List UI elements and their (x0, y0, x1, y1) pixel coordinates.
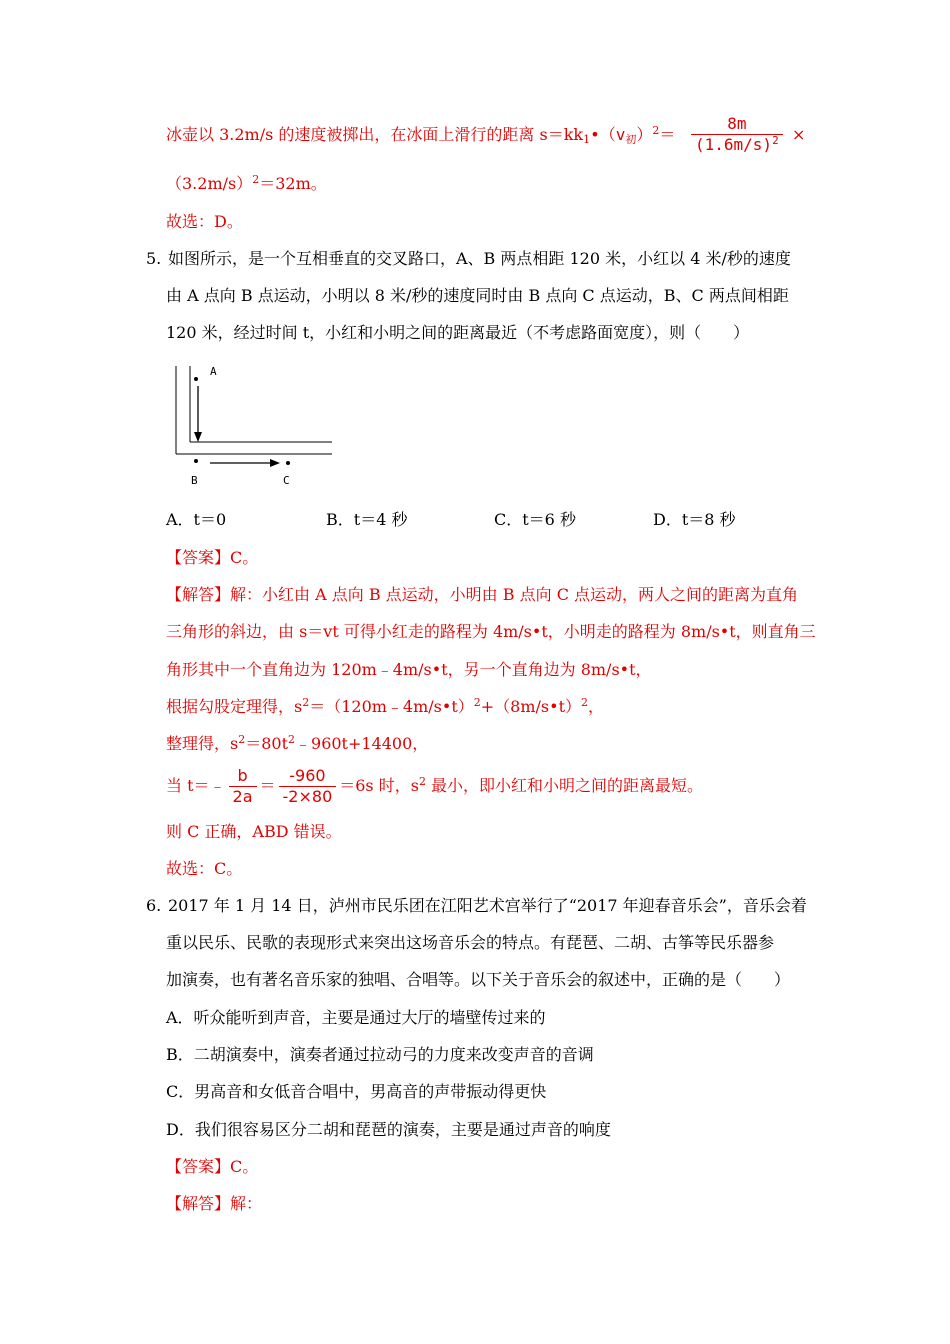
label-a: A (210, 365, 217, 378)
q6-option-a: A．听众能听到声音，主要是通过大厅的墙壁传过来的 (166, 1008, 546, 1027)
arrow-head-down (194, 432, 202, 442)
q5-stem-line3: 120 米，经过时间 t，小红和小明之间的距离最近（不考虑路面宽度），则（ ） (166, 323, 750, 342)
label-b: B (191, 474, 198, 487)
formula-text: ＝80t (245, 734, 289, 753)
q5-stem-line2: 由 A 点向 B 点运动，小明以 8 米/秒的速度同时由 B 点向 C 点运动，B、C 两点间相距 (166, 286, 789, 305)
q6-stem-line1: 2017 年 1 月 14 日，泸州市民乐团在江阳艺术宫举行了“2017 年迎春音乐会”，音乐会着 (168, 896, 807, 915)
subscript: 1 (583, 133, 591, 146)
q5-option-d: D．t＝8 秒 (653, 510, 736, 529)
q5-choice: 故选：C。 (166, 859, 243, 878)
q5-pythagoras (166, 696, 604, 718)
q4-text: ＝32m。 (259, 174, 327, 193)
fraction-denominator: 2a (232, 787, 253, 806)
q4-text: 冰壶以 3.2m/s 的速度被掷出，在冰面上滑行的距离 s＝kk (166, 125, 584, 144)
q5-vertex-line (166, 764, 703, 808)
q6-analysis (166, 1193, 262, 1215)
fraction-numerator: -960 (279, 766, 337, 787)
fraction-960 (279, 766, 337, 807)
analysis-tag: 【解答】 (166, 1194, 231, 1213)
subscript: 初 (625, 133, 637, 146)
formula-text: 根据勾股定理得，s (166, 697, 303, 716)
formula-text: ＝6s 时，s (339, 776, 419, 795)
q6-option-c: C．男高音和女低音合唱中，男高音的声带振动得更快 (166, 1082, 547, 1101)
superscript: 2 (581, 696, 588, 709)
q5-option-b: B．t＝4 秒 (326, 510, 408, 529)
q5-analysis-line2: 三角形的斜边，由 s＝vt 可得小红走的路程为 4m/s•t，小明走的路程为 8m/s•t，则直角三 (166, 622, 816, 641)
formula-text: ， (588, 697, 605, 716)
q4-choice: 故选：D。 (166, 212, 243, 231)
times-sign: × (792, 125, 806, 144)
formula-text: 当 t＝﹣ (166, 776, 226, 795)
superscript: 2 (238, 733, 246, 746)
q5-analysis-line1 (166, 584, 798, 606)
fraction-b-over-2a (229, 766, 257, 807)
superscript: 2 (772, 134, 779, 147)
q6-option-b: B．二胡演奏中，演奏者通过拉动弓的力度来改变声音的音调 (166, 1045, 594, 1064)
formula-text: +（8m/s•t） (480, 697, 581, 716)
arrow-head-right (270, 459, 280, 467)
q6-answer: 【答案】C。 (166, 1157, 259, 1176)
formula-text: 最小，即小红和小明之间的距离最短。 (425, 776, 704, 795)
point-a (194, 377, 198, 381)
q6-option-d: D．我们很容易区分二胡和琵琶的演奏，主要是通过声音的响度 (166, 1120, 611, 1139)
label-c: C (283, 474, 290, 487)
q5-simplify (166, 733, 428, 755)
q4-fraction (691, 114, 783, 155)
superscript: 2 (652, 124, 660, 137)
q5-number: 5. (146, 249, 162, 268)
analysis-tag: 【解答】 (166, 585, 231, 604)
superscript: 2 (473, 696, 481, 709)
q6-stem-line2: 重以民乐、民歌的表现形式来突出这场音乐会的特点。有琵琶、二胡、古筝等民乐器参 (166, 933, 775, 952)
q4-text: •（v (590, 125, 626, 144)
fraction-numerator: 8m (691, 114, 783, 135)
formula-text: 整理得，s (166, 734, 239, 753)
q4-text: （3.2m/s） (166, 174, 253, 193)
superscript: 2 (302, 696, 310, 709)
fraction-denominator: (1.6m/s) (695, 135, 773, 154)
intersection-diagram (170, 362, 340, 492)
q4-solution-line1 (166, 124, 675, 146)
formula-text: ＝（120m﹣4m/s•t） (309, 697, 474, 716)
q5-option-a: A．t＝0 (166, 510, 227, 529)
analysis-text: 解：小红由 A 点向 B 点运动，小明由 B 点向 C 点运动，两人之间的距离为直角 (230, 585, 799, 604)
formula-text: ﹣960t+14400， (295, 734, 429, 753)
formula-text: ＝ (259, 776, 276, 795)
q5-analysis-line3: 角形其中一个直角边为 120m﹣4m/s•t，另一个直角边为 8m/s•t， (166, 660, 652, 679)
q6-number: 6. (146, 896, 162, 915)
q4-solution-line2 (166, 173, 327, 195)
superscript: 2 (288, 733, 296, 746)
q5-answer: 【答案】C。 (166, 548, 259, 567)
q6-stem-line3: 加演奏，也有著名音乐家的独唱、合唱等。以下关于音乐会的叙述中，正确的是（ ） (166, 970, 791, 989)
q4-text: ＝ (659, 125, 676, 144)
superscript: 2 (252, 173, 260, 186)
superscript: 2 (418, 775, 426, 788)
q4-text: ） (636, 125, 653, 144)
analysis-text: 解： (230, 1194, 263, 1213)
fraction-numerator: b (229, 766, 257, 787)
q5-option-c: C．t＝6 秒 (494, 510, 576, 529)
q5-conclusion: 则 C 正确，ABD 错误。 (166, 822, 342, 841)
point-b (194, 459, 198, 463)
fraction-denominator: -2×80 (282, 787, 333, 806)
q5-stem-line1: 如图所示，是一个互相垂直的交叉路口，A、B 两点相距 120 米，小红以 4 米/秒的速度 (168, 249, 791, 268)
point-c (286, 461, 290, 465)
